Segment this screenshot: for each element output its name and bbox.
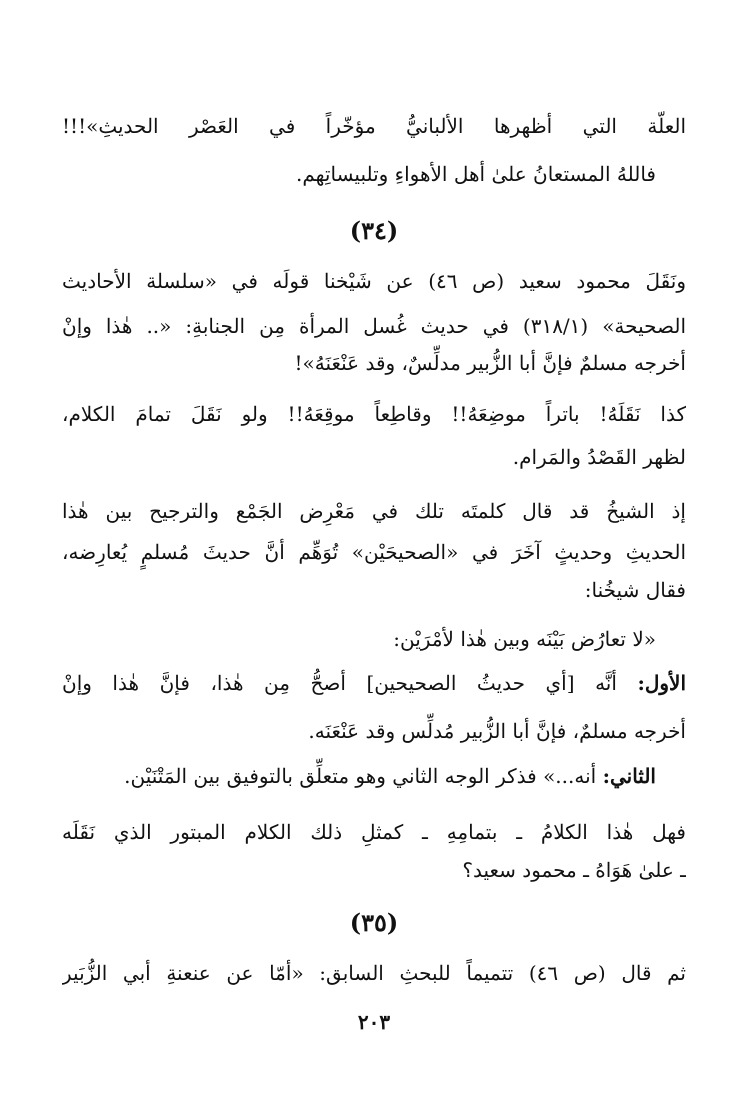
text-line — [62, 663, 686, 703]
text-line: فهل هٰذا الكلامُ ـ بتمامِهِ ـ كمثلِ ذلك الكلام المبتور الذي نَقَلَه — [62, 820, 686, 844]
text-line: ونَقَلَ محمود سعيد (ص ٤٦) عن شَيْخنا قولَه في «سلسلة الأحاديث — [62, 269, 686, 293]
text-line: أخرجه مسلمٌ، فإنَّ أبا الزُّبير مُدلِّس وقد عَنْعَنَه. — [308, 719, 686, 743]
text-line-body: أنه...» فذكر الوجه الثاني وهو متعلِّق بالتوفيق بين المَتْنَيْن. — [124, 764, 597, 788]
text-line: ـ علىٰ هَوَاهُ ـ محمود سعيد؟ — [462, 858, 686, 882]
text-line: العلّة التي أظهرها الألبانيُّ مؤخّراً في العَصْر الحديثِ»!!! — [62, 114, 686, 138]
page-number: ٢٠٣ — [357, 1010, 391, 1034]
text-line: فقال شيخُنا: — [584, 578, 686, 602]
lead-word-first: الأول: — [637, 671, 686, 695]
text-line: «لا تعارُض بَيْنَه وبين هٰذا لأمْرَيْن: — [393, 627, 656, 651]
text-line: فاللهُ المستعانُ علىٰ أهل الأهواءِ وتلبيساتِهم. — [296, 162, 656, 186]
text-line — [62, 756, 656, 796]
text-line: ثم قال (ص ٤٦) تتميماً للبحثِ السابق: «أمّا عن عنعنةِ أبي الزُّبَير — [62, 961, 686, 985]
text-line: أخرجه مسلمٌ فإنَّ أبا الزُّبير مدلِّسٌ، وقد عَنْعَنَهُ»! — [294, 351, 686, 375]
text-line: الصحيحة» (٣١٨/١) في حديث غُسل المرأة مِن الجنابةِ: «.. هٰذا وإنْ — [62, 314, 686, 338]
text-line: إذ الشيخُ قد قال كلمتَه تلك في مَعْرِض الجَمْع والترجيح بين هٰذا — [62, 499, 686, 523]
text-line-body: أنَّه [أي حديثُ الصحيحين] أصحُّ مِن هٰذا، فإنَّ هٰذا وإنْ — [62, 671, 617, 695]
section-number: (٣٥) — [349, 908, 399, 937]
section-number: (٣٤) — [349, 216, 399, 245]
text-line: لظهر القَصْدُ والمَرام. — [512, 445, 686, 469]
lead-word-second: الثاني: — [602, 764, 656, 788]
text-line: كذا نَقَلَهُ! باتراً موضِعَهُ!! وقاطِعاً موقِعَهُ!! ولو نَقَلَ تمامَ الكلام، — [62, 402, 686, 426]
text-line: الحديثِ وحديثٍ آخَرَ في «الصحيحَيْن» تُوَهِّم أنَّ حديثَ مُسلمٍ يُعارِضه، — [62, 540, 686, 564]
